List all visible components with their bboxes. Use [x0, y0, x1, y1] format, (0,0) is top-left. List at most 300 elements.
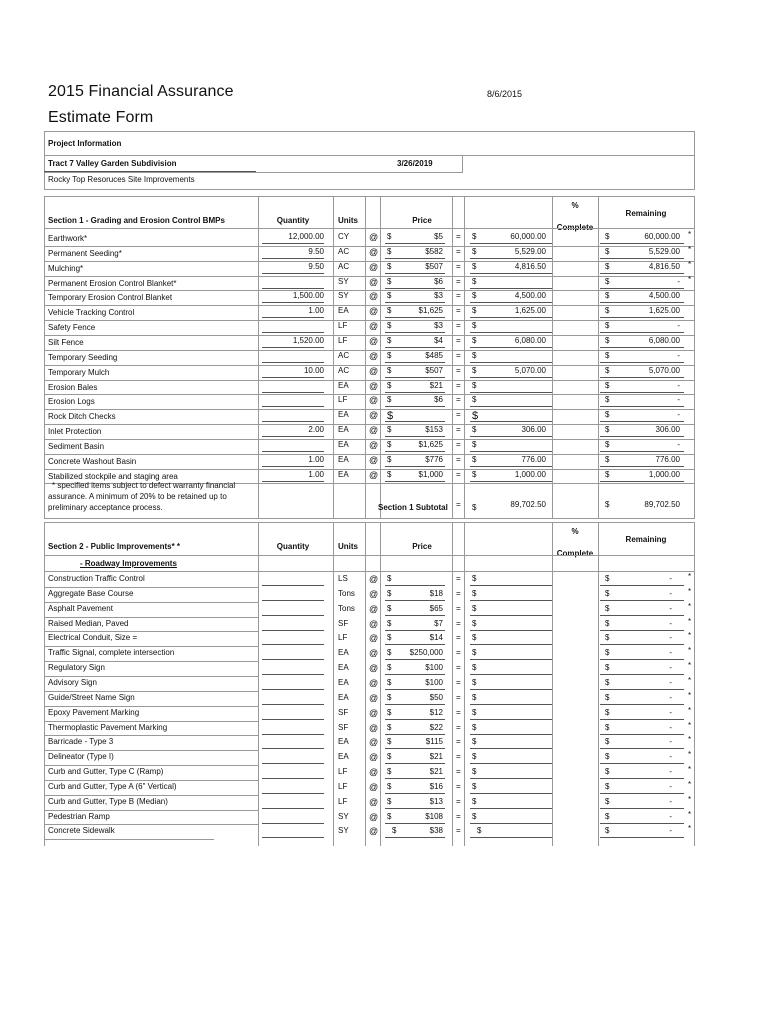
remaining-dollar-sign: $ — [605, 722, 610, 732]
total-dollar-sign: $ — [472, 350, 477, 360]
equals-sign: = — [456, 811, 461, 821]
price-dollar-sign: $ — [387, 707, 392, 717]
remaining-dollar-sign: $ — [605, 306, 610, 316]
total-dollar-sign: $ — [472, 707, 477, 717]
project-info-label: Project Information — [48, 139, 122, 148]
total-dollar-sign: $ — [472, 648, 477, 658]
quantity-field[interactable] — [262, 767, 324, 777]
line-total: 306.00 — [521, 425, 546, 435]
bmp-item-label: Temporary Seeding — [48, 352, 118, 362]
remaining-amount: - — [669, 811, 672, 821]
remaining-dollar-sign: $ — [605, 648, 610, 658]
line-total: 4,816.50 — [514, 261, 546, 271]
remaining-dollar-sign: $ — [605, 395, 610, 405]
quantity-field[interactable]: 1,500.00 — [292, 291, 324, 301]
col-pct-header: % — [571, 527, 579, 536]
total-dollar-sign: $ — [472, 722, 477, 732]
remaining-dollar-sign: $ — [605, 246, 610, 256]
unit-price: $250,000 — [409, 648, 443, 658]
total-dollar-sign: $ — [472, 752, 477, 762]
section2-title: Section 2 - Public Improvements* * — [48, 542, 181, 551]
equals-sign: = — [456, 588, 461, 598]
remaining-dollar-sign: $ — [605, 454, 610, 464]
unit-label: EA — [338, 439, 349, 449]
warranty-star: * — [688, 661, 692, 671]
remaining-amount: 4,500.00 — [648, 291, 680, 301]
equals-sign: = — [456, 306, 461, 316]
equals-sign: = — [456, 767, 461, 777]
bmp-item-label: Inlet Protection — [48, 427, 102, 437]
unit-price: $1,000 — [418, 469, 443, 479]
total-dollar-sign: $ — [472, 335, 477, 345]
price-dollar-sign: $ — [387, 276, 392, 286]
remaining-dollar-sign: $ — [605, 767, 610, 777]
at-symbol: @ — [369, 380, 379, 391]
at-symbol: @ — [369, 826, 379, 837]
remaining-dollar-sign: $ — [605, 588, 610, 598]
total-dollar-sign: $ — [472, 796, 477, 806]
improvement-item-label: Thermoplastic Pavement Marking — [48, 722, 168, 732]
remaining-dollar-sign: $ — [605, 439, 610, 449]
unit-label: AC — [338, 261, 350, 271]
unit-label: LF — [338, 395, 348, 405]
equals-sign: = — [456, 752, 461, 762]
equals-sign: = — [456, 454, 461, 464]
unit-price: $14 — [429, 633, 443, 643]
warranty-star: * — [688, 794, 692, 804]
equals-sign: = — [456, 395, 461, 405]
line-total: 60,000.00 — [510, 232, 546, 241]
quantity-field[interactable]: 1,520.00 — [292, 335, 324, 345]
total-dollar-sign: $ — [472, 677, 477, 687]
unit-price: $16 — [429, 781, 443, 791]
equals-sign: = — [456, 603, 461, 613]
equals-sign: = — [456, 246, 461, 256]
at-symbol: @ — [369, 692, 379, 703]
remaining-dollar-sign: $ — [605, 321, 610, 331]
price-dollar-sign: $ — [387, 737, 392, 747]
equals-sign: = — [456, 781, 461, 791]
improvement-item-label: Curb and Gutter, Type C (Ramp) — [48, 767, 164, 777]
price-dollar-sign: $ — [387, 767, 392, 777]
equals-sign: = — [456, 261, 461, 271]
equals-sign: = — [456, 380, 461, 390]
unit-label: EA — [338, 663, 349, 673]
unit-price: $65 — [429, 603, 443, 613]
remaining-amount: - — [677, 350, 680, 360]
section1-title: Section 1 - Grading and Erosion Control BMPs — [48, 216, 225, 225]
remaining-dollar-sign: $ — [605, 574, 610, 583]
unit-label: EA — [338, 737, 349, 747]
remaining-amount: - — [669, 767, 672, 777]
unit-label: EA — [338, 677, 349, 687]
remaining-amount: - — [669, 796, 672, 806]
unit-price: $21 — [429, 767, 443, 777]
warranty-star: * — [688, 572, 692, 581]
total-dollar-sign: $ — [472, 588, 477, 598]
at-symbol: @ — [369, 439, 379, 450]
quantity-field[interactable] — [262, 633, 324, 643]
warranty-star: * — [688, 735, 692, 745]
remaining-amount: - — [677, 395, 680, 405]
remaining-amount: - — [669, 574, 672, 583]
unit-price: $100 — [425, 677, 443, 687]
at-symbol: @ — [369, 633, 379, 644]
unit-label: EA — [338, 752, 349, 762]
equals-sign: = — [456, 826, 461, 836]
total-dollar-sign: $ — [472, 603, 477, 613]
at-symbol: @ — [369, 291, 379, 302]
total-dollar-sign: $ — [472, 276, 477, 286]
unit-price: $6 — [434, 395, 443, 405]
equals-sign: = — [456, 469, 461, 479]
unit-price: $18 — [429, 588, 443, 598]
total-dollar-sign: $ — [472, 439, 477, 449]
improvement-item-label: Curb and Gutter, Type B (Median) — [48, 796, 168, 806]
improvement-item-label: Aggregate Base Course — [48, 588, 134, 598]
unit-label: SY — [338, 291, 349, 301]
unit-label: LF — [338, 796, 348, 806]
quantity-field[interactable] — [262, 648, 324, 658]
project-date[interactable]: 3/26/2019 — [397, 159, 433, 168]
price-dollar-sign: $ — [387, 648, 392, 658]
total-dollar-sign: $ — [472, 365, 477, 375]
col-price-header: Price — [412, 542, 432, 551]
remaining-amount: 60,000.00 — [644, 232, 680, 241]
quantity-field[interactable] — [262, 782, 324, 792]
price-dollar-sign: $ — [387, 811, 392, 821]
improvement-item-label: Epoxy Pavement Marking — [48, 707, 140, 717]
price-dollar-sign: $ — [387, 454, 392, 464]
at-symbol: @ — [369, 722, 379, 733]
total-dollar-sign: $ — [472, 618, 477, 628]
quantity-field[interactable]: 9.50 — [308, 261, 324, 271]
unit-price: $22 — [429, 722, 443, 732]
quantity-field[interactable]: 1.00 — [308, 306, 324, 316]
col-units-header: Units — [338, 542, 358, 551]
remaining-amount: 5,529.00 — [648, 246, 680, 256]
quantity-field[interactable] — [262, 589, 324, 599]
quantity-field[interactable] — [262, 737, 324, 747]
price-dollar-sign: $ — [387, 663, 392, 673]
unit-price: $108 — [425, 811, 443, 821]
unit-label: LF — [338, 633, 348, 643]
unit-price: $507 — [425, 365, 443, 375]
price-dollar-sign: $ — [387, 603, 392, 613]
unit-label: SY — [338, 826, 349, 836]
improvement-item-label: Delineator (Type I) — [48, 752, 114, 762]
total-dollar-sign: $ — [472, 395, 477, 405]
total-dollar-sign: $ — [472, 246, 477, 256]
price-dollar-sign: $ — [387, 677, 392, 687]
unit-price: $13 — [429, 796, 443, 806]
remaining-dollar-sign: $ — [605, 425, 610, 435]
unit-price: $5 — [434, 232, 443, 241]
price-dollar-sign: $ — [387, 232, 392, 241]
equals-sign: = — [456, 321, 461, 331]
remaining-amount: - — [669, 752, 672, 762]
total-dollar-sign: $ — [472, 232, 477, 241]
at-symbol: @ — [369, 737, 379, 748]
bmp-item-label: Temporary Erosion Control Blanket — [48, 293, 173, 303]
unit-price: $12 — [429, 707, 443, 717]
remaining-amount: - — [669, 781, 672, 791]
improvement-item-label: Construction Traffic Control — [48, 574, 145, 583]
unit-price: $582 — [425, 246, 443, 256]
remaining-dollar-sign: $ — [605, 500, 610, 510]
warranty-star: * — [688, 779, 692, 789]
remaining-dollar-sign: $ — [605, 350, 610, 360]
price-dollar-sign: $ — [387, 425, 392, 435]
unit-price: $153 — [425, 425, 443, 435]
warranty-star: * — [688, 720, 692, 730]
remaining-amount: - — [669, 663, 672, 673]
equals-sign: = — [456, 633, 461, 643]
unit-label: SY — [338, 276, 349, 286]
remaining-amount: - — [677, 410, 680, 420]
bmp-item-label: Rock Ditch Checks — [48, 412, 116, 422]
quantity-field[interactable] — [262, 678, 324, 688]
unit-price: $6 — [434, 276, 443, 286]
warranty-star: * — [688, 244, 692, 254]
remaining-amount: - — [669, 707, 672, 717]
warranty-star: * — [688, 690, 692, 700]
bmp-item-label: Mulching* — [48, 263, 84, 273]
remaining-amount: 1,625.00 — [648, 306, 680, 316]
warranty-note: * specified items subject to defect warranty financial — [52, 481, 236, 491]
remaining-amount: - — [677, 439, 680, 449]
quantity-field[interactable]: 9.50 — [308, 246, 324, 256]
unit-price: $7 — [434, 618, 443, 628]
price-dollar-sign: $ — [387, 574, 392, 583]
unit-price: $1,625 — [418, 306, 443, 316]
at-symbol: @ — [369, 261, 379, 272]
unit-label: AC — [338, 365, 350, 375]
at-symbol: @ — [369, 767, 379, 778]
quantity-field[interactable]: 10.00 — [303, 365, 324, 375]
warranty-star: * — [688, 230, 692, 239]
at-symbol: @ — [369, 707, 379, 718]
at-symbol: @ — [369, 603, 379, 614]
remaining-dollar-sign: $ — [605, 261, 610, 271]
project-name[interactable]: Tract 7 Valley Garden Subdivision — [48, 159, 177, 168]
total-dollar-sign: $ — [472, 410, 479, 423]
warranty-note: assurance. A minimum of 20% to be retained up to — [48, 492, 227, 502]
at-symbol: @ — [369, 781, 379, 792]
remaining-amount: - — [669, 588, 672, 598]
bmp-item-label: Erosion Logs — [48, 397, 95, 407]
unit-price: $776 — [425, 454, 443, 464]
equals-sign: = — [456, 365, 461, 375]
at-symbol: @ — [369, 454, 379, 465]
section1-subtotal-label: Section 1 Subtotal — [378, 503, 448, 513]
price-dollar-sign: $ — [387, 796, 392, 806]
quantity-field[interactable] — [262, 619, 324, 629]
price-dollar-sign: $ — [387, 246, 392, 256]
equals-sign: = — [456, 722, 461, 732]
unit-label: AC — [338, 246, 350, 256]
equals-sign: = — [456, 350, 461, 360]
unit-label: EA — [338, 410, 349, 420]
quantity-field[interactable] — [262, 812, 324, 822]
at-symbol: @ — [369, 395, 379, 406]
unit-price: $115 — [425, 737, 443, 747]
price-dollar-sign: $ — [387, 335, 392, 345]
total-dollar-sign: $ — [472, 454, 477, 464]
at-symbol: @ — [369, 752, 379, 763]
form-title-line1: 2015 Financial Assurance — [48, 83, 234, 100]
col-quantity-header: Quantity — [276, 542, 310, 551]
remaining-amount: - — [677, 321, 680, 331]
bmp-item-label: Temporary Mulch — [48, 367, 110, 377]
at-symbol: @ — [369, 648, 379, 659]
remaining-dollar-sign: $ — [605, 618, 610, 628]
total-dollar-sign: $ — [472, 767, 477, 777]
unit-label: EA — [338, 648, 349, 658]
remaining-dollar-sign: $ — [605, 677, 610, 687]
remaining-amount: - — [677, 380, 680, 390]
section1-subtotal: 89,702.50 — [510, 500, 546, 510]
line-total: 4,500.00 — [514, 291, 546, 301]
improvement-item-label: Asphalt Pavement — [48, 603, 113, 613]
remaining-dollar-sign: $ — [605, 707, 610, 717]
remaining-dollar-sign: $ — [605, 826, 610, 836]
quantity-field[interactable]: 1.00 — [308, 454, 324, 464]
bmp-item-label: Vehicle Tracking Control — [48, 308, 135, 318]
quantity-field[interactable] — [262, 826, 324, 836]
remaining-amount: - — [669, 826, 672, 836]
price-dollar-sign: $ — [387, 261, 392, 271]
improvement-item-label: Pedestrian Ramp — [48, 811, 110, 821]
warranty-star: * — [688, 586, 692, 596]
remaining-dollar-sign: $ — [605, 276, 610, 286]
quantity-field[interactable] — [262, 752, 324, 762]
unit-label: EA — [338, 469, 349, 479]
bmp-item-label: Permanent Erosion Control Blanket* — [48, 278, 177, 288]
unit-price: $21 — [429, 752, 443, 762]
subtotal-dollar-sign: $ — [472, 503, 477, 513]
quantity-field[interactable]: 1.00 — [308, 469, 324, 479]
unit-price: $3 — [434, 291, 443, 301]
improvement-item-label: Barricade - Type 3 — [48, 737, 114, 747]
unit-label: SY — [338, 811, 349, 821]
unit-label: Tons — [338, 603, 355, 613]
remaining-amount: - — [669, 648, 672, 658]
price-dollar-sign: $ — [387, 365, 392, 375]
quantity-field[interactable] — [262, 693, 324, 703]
unit-price: $21 — [429, 380, 443, 390]
quantity-field[interactable] — [262, 708, 324, 718]
line-total: 1,625.00 — [514, 306, 546, 316]
price-dollar-sign: $ — [387, 618, 392, 628]
remaining-amount: - — [669, 633, 672, 643]
unit-label: EA — [338, 306, 349, 316]
col-units-header: Units — [338, 216, 358, 225]
equals-sign: = — [456, 291, 461, 301]
at-symbol: @ — [369, 796, 379, 807]
improvement-item-label: Regulatory Sign — [48, 663, 105, 673]
remaining-dollar-sign: $ — [605, 692, 610, 702]
quantity-field[interactable] — [262, 723, 324, 733]
project-description[interactable]: Rocky Top Resoruces Site Improvements — [48, 175, 195, 184]
at-symbol: @ — [369, 306, 379, 317]
form-date: 8/6/2015 — [487, 89, 523, 99]
remaining-amount: - — [669, 677, 672, 687]
col-remaining-header: Remaining — [625, 535, 667, 544]
at-symbol: @ — [369, 663, 379, 674]
equals-sign: = — [456, 574, 461, 583]
equals-sign: = — [456, 618, 461, 628]
unit-label: SF — [338, 618, 349, 628]
unit-label: SF — [338, 722, 349, 732]
unit-label: CY — [338, 232, 350, 241]
equals-sign: = — [456, 232, 461, 241]
equals-sign: = — [456, 648, 461, 658]
remaining-amount: 776.00 — [655, 454, 680, 464]
total-dollar-sign: $ — [472, 811, 477, 821]
at-symbol: @ — [369, 618, 379, 629]
at-symbol: @ — [369, 469, 379, 480]
total-dollar-sign: $ — [472, 633, 477, 643]
bmp-item-label: Concrete Washout Basin — [48, 456, 137, 466]
equals-sign: = — [456, 439, 461, 449]
at-symbol: @ — [369, 588, 379, 599]
improvement-item-label: Curb and Gutter, Type A (6" Vertical) — [48, 781, 177, 791]
remaining-dollar-sign: $ — [605, 410, 610, 420]
warranty-star: * — [688, 646, 692, 656]
warranty-star: * — [688, 750, 692, 760]
unit-label: LF — [338, 335, 348, 345]
equals-sign: = — [456, 276, 461, 286]
warranty-star: * — [688, 631, 692, 641]
at-symbol: @ — [369, 677, 379, 688]
warranty-star: * — [688, 705, 692, 715]
unit-label: LF — [338, 767, 348, 777]
quantity-field[interactable]: 2.00 — [308, 425, 324, 435]
remaining-dollar-sign: $ — [605, 380, 610, 390]
remaining-dollar-sign: $ — [605, 752, 610, 762]
quantity-field[interactable] — [262, 574, 324, 584]
quantity-field[interactable] — [262, 797, 324, 807]
total-dollar-sign: $ — [472, 737, 477, 747]
at-symbol: @ — [369, 232, 379, 242]
at-symbol: @ — [369, 574, 379, 584]
at-symbol: @ — [369, 410, 379, 421]
quantity-field[interactable] — [262, 604, 324, 614]
col-complete-header: Complete — [556, 549, 594, 558]
unit-price: $38 — [429, 826, 443, 836]
price-dollar-sign: $ — [387, 395, 392, 405]
quantity-field[interactable] — [262, 663, 324, 673]
remaining-amount: - — [669, 618, 672, 628]
quantity-field[interactable]: 12,000.00 — [288, 232, 324, 241]
bmp-item-label: Erosion Bales — [48, 382, 98, 392]
line-total: 1,000.00 — [514, 469, 546, 479]
improvement-item-label: Traffic Signal, complete intersection — [48, 648, 175, 658]
price-dollar-sign: $ — [387, 439, 392, 449]
total-dollar-sign: $ — [472, 380, 477, 390]
unit-price: $50 — [429, 692, 443, 702]
unit-label: EA — [338, 380, 349, 390]
price-dollar-sign: $ — [387, 752, 392, 762]
remaining-amount: 4,816.50 — [648, 261, 680, 271]
unit-label: EA — [338, 425, 349, 435]
line-total: 6,080.00 — [514, 335, 546, 345]
remaining-amount: - — [669, 737, 672, 747]
warranty-star: * — [688, 765, 692, 775]
unit-label: Tons — [338, 588, 355, 598]
at-symbol: @ — [369, 811, 379, 822]
